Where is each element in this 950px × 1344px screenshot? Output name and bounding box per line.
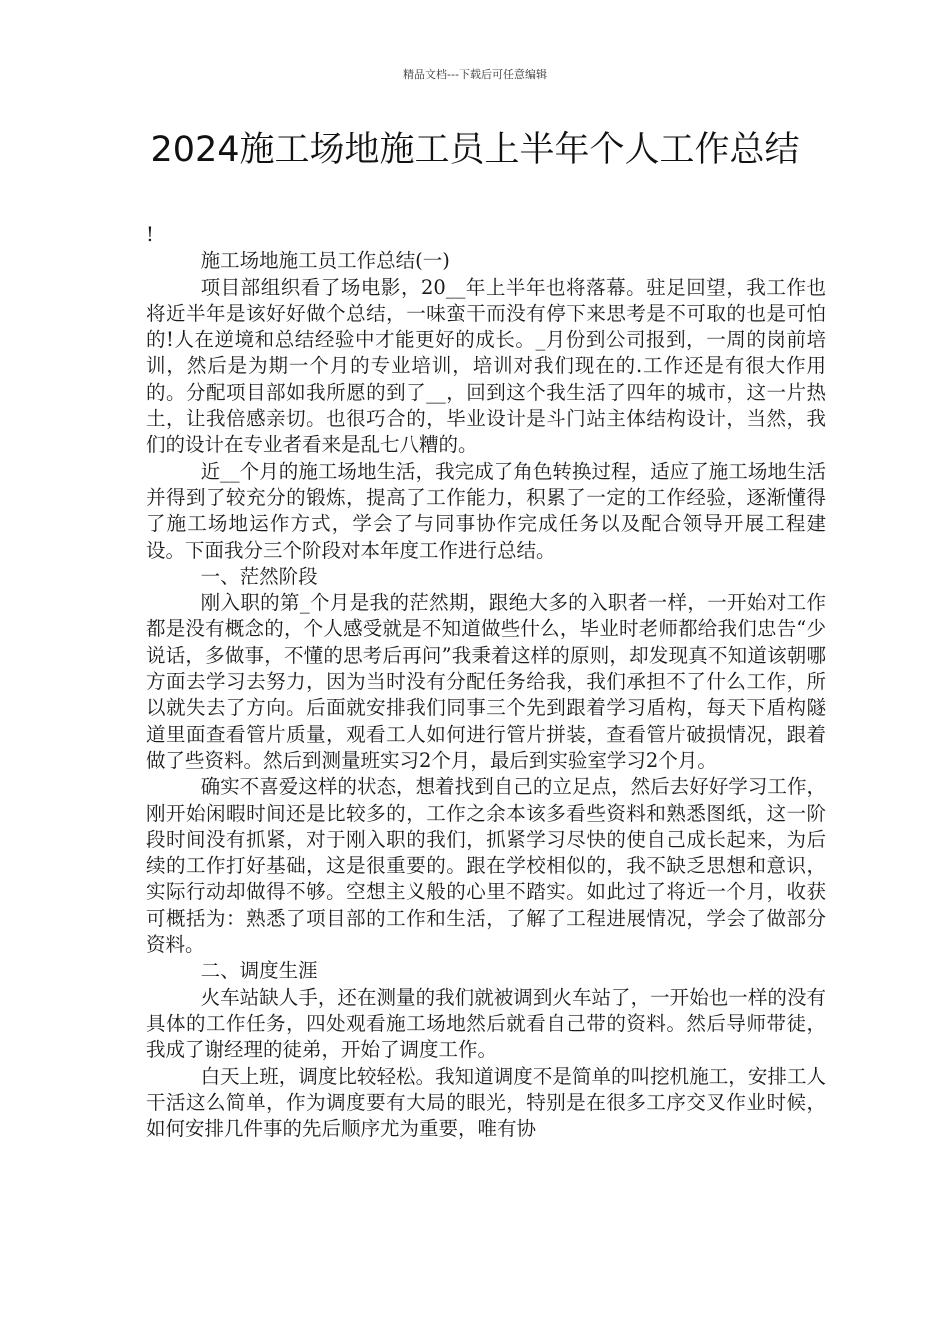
paragraph: 确实不喜爱这样的状态，想着找到自己的立足点，然后去好好学习工作，刚开始闲暇时间还是比较多的，工作之余本该多看些资料和熟悉图纸，这一阶段时间没有抓紧，对于刚入职的我们，抓紧学习尽快的使自己成长起来，为后续的工作打好基础，这是很重要的。跟在学校相似的，我不缺乏思想和意识，实际行动却做得不够。空想主义般的心里不踏实。如此过了将近一个月，收获可概括为：熟悉了项目部的工作和生活，了解了工程进展情况，学会了做部分资料。 xyxy=(146,775,826,957)
header-note: 精品文档---下载后可任意编辑 xyxy=(403,68,547,81)
paragraph: 刚入职的第_个月是我的茫然期，跟绝大多的入职者一样，一开始对工作都是没有概念的，个人感受就是不知道做些什么，毕业时老师都给我们忠告“少说话，多做事，不懂的思考后再问”我秉着这样的原则，却发现真不知道该朝哪方面去学习去努力，因为当时没有分配任务给我，我们承担不了什么工作，所以就失去了方向。后面就安排我们同事三个先到跟着学习盾构，每天下盾构隧道里面查看管片质量，观看工人如何进行管片拼装，查看管片破损情况，跟着做了些资料。然后到测量班实习2个月，最后到实验室学习2个月。 xyxy=(146,591,826,772)
section-heading: 二、调度生涯 xyxy=(200,959,318,983)
paragraph: 项目部组织看了场电影，20__年上半年也将落幕。驻足回望，我工作也将近半年是该好好做个总结，一味蛮干而没有停下来思考是不可取的也是可怕的!人在逆境和总结经验中才能更好的成长。_月份到公司报到，一周的岗前培训，然后是为期一个月的专业培训，培训对我们现在的.工作还是有很大作用的。分配项目部如我所愿的到了__，回到这个我生活了四年的城市，这一片热土，让我倍感亲切。也很巧合的，毕业设计是斗门站主体结构设计，当然，我们的设计在专业者看来是乱七八糟的。 xyxy=(146,275,826,457)
document-title: 2024施工场地施工员上半年个人工作总结 xyxy=(150,130,800,170)
section-heading: 施工场地施工员工作总结(一) xyxy=(200,249,450,273)
paragraph: 白天上班，调度比较轻松。我知道调度不是简单的叫挖机施工，安排工人干活这么简单，作为调度要有大局的眼光，特别是在很多工序交叉作业时候，如何安排几件事的先后顺序尤为重要，唯有协 xyxy=(146,1064,826,1141)
paragraph: 火车站缺人手，还在测量的我们就被调到火车站了，一开始也一样的没有具体的工作任务，四处观看施工场地然后就看自己带的资料。然后导师带徒，我成了谢经理的徒弟，开始了调度工作。 xyxy=(146,985,826,1062)
paragraph: 近__个月的施工场地生活，我完成了角色转换过程，适应了施工场地生活并得到了较充分的锻炼，提高了工作能力，积累了一定的工作经验，逐渐懂得了施工场地运作方式，学会了与同事协作完成任务以及配合领导开展工程建设。下面我分三个阶段对本年度工作进行总结。 xyxy=(146,459,826,562)
document-body xyxy=(146,222,826,1142)
paragraph-marker: ! xyxy=(146,223,154,246)
section-heading: 一、茫然阶段 xyxy=(200,564,318,588)
